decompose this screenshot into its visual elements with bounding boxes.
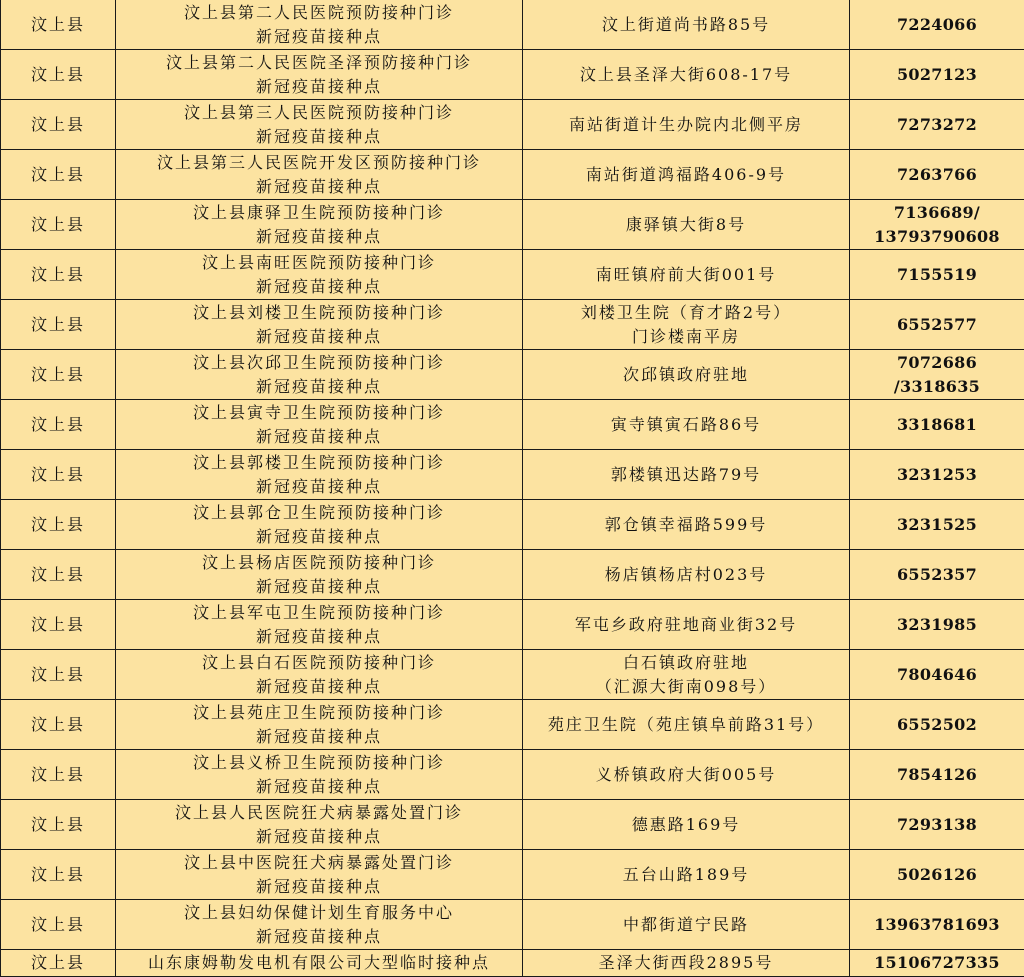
site-name-cell <box>116 100 523 150</box>
address-cell-line: 中都街道宁民路 <box>525 913 847 937</box>
address-cell <box>523 250 850 300</box>
address-cell <box>523 300 850 350</box>
address-cell-line: 军屯乡政府驻地商业街32号 <box>525 613 847 637</box>
phone-cell-line: 5026126 <box>852 863 1022 887</box>
site-name-cell <box>116 550 523 600</box>
site-name-cell-line: 新冠疫苗接种点 <box>118 725 520 749</box>
address-cell <box>523 650 850 700</box>
site-name-cell-line: 汶上县人民医院狂犬病暴露处置门诊 <box>118 801 520 825</box>
table-row <box>1 650 1024 700</box>
phone-cell <box>850 550 1024 600</box>
site-name-cell-line: 汶上县刘楼卫生院预防接种门诊 <box>118 301 520 325</box>
phone-cell-line: /3318635 <box>852 375 1022 399</box>
address-cell-line: 圣泽大街西段2895号 <box>525 950 847 976</box>
county-cell: 汶上县 <box>1 900 116 950</box>
county-cell: 汶上县 <box>1 250 116 300</box>
phone-cell <box>850 700 1024 750</box>
phone-cell <box>850 400 1024 450</box>
county-cell: 汶上县 <box>1 850 116 900</box>
site-name-cell-line: 汶上县第三人民医院开发区预防接种门诊 <box>118 151 520 175</box>
table-row <box>1 50 1024 100</box>
site-name-cell-line: 新冠疫苗接种点 <box>118 925 520 949</box>
address-cell-line: 德惠路169号 <box>525 813 847 837</box>
site-name-cell <box>116 950 523 977</box>
address-cell <box>523 0 850 50</box>
site-name-cell-line: 汶上县中医院狂犬病暴露处置门诊 <box>118 851 520 875</box>
site-name-cell-line: 汶上县妇幼保健计划生育服务中心 <box>118 901 520 925</box>
site-name-cell-line: 新冠疫苗接种点 <box>118 75 520 99</box>
site-name-cell-line: 汶上县军屯卫生院预防接种门诊 <box>118 601 520 625</box>
site-name-cell-line: 汶上县郭仓卫生院预防接种门诊 <box>118 501 520 525</box>
table-row <box>1 350 1024 400</box>
phone-cell <box>850 800 1024 850</box>
phone-cell-line: 6552502 <box>852 713 1022 737</box>
phone-cell-line: 7293138 <box>852 813 1022 837</box>
phone-cell-line: 3231525 <box>852 513 1022 537</box>
address-cell-line: 康驿镇大街8号 <box>525 213 847 237</box>
address-cell-line: 郭楼镇迅达路79号 <box>525 463 847 487</box>
site-name-cell <box>116 850 523 900</box>
site-name-cell-line: 新冠疫苗接种点 <box>118 275 520 299</box>
phone-cell <box>850 100 1024 150</box>
phone-cell-line: 6552577 <box>852 313 1022 337</box>
county-cell: 汶上县 <box>1 800 116 850</box>
site-name-cell <box>116 500 523 550</box>
address-cell <box>523 400 850 450</box>
address-cell <box>523 700 850 750</box>
phone-cell <box>850 750 1024 800</box>
phone-cell <box>850 150 1024 200</box>
site-name-cell-line: 汶上县南旺医院预防接种门诊 <box>118 251 520 275</box>
county-cell: 汶上县 <box>1 300 116 350</box>
table-row <box>1 900 1024 950</box>
county-cell: 汶上县 <box>1 450 116 500</box>
site-name-cell-line: 新冠疫苗接种点 <box>118 475 520 499</box>
site-name-cell <box>116 250 523 300</box>
address-cell <box>523 750 850 800</box>
site-name-cell-line: 新冠疫苗接种点 <box>118 775 520 799</box>
address-cell <box>523 350 850 400</box>
site-name-cell <box>116 400 523 450</box>
site-name-cell-line: 新冠疫苗接种点 <box>118 125 520 149</box>
county-cell: 汶上县 <box>1 0 116 50</box>
table-row <box>1 500 1024 550</box>
phone-cell-line: 15106727335 <box>852 950 1022 976</box>
table-row <box>1 150 1024 200</box>
site-name-cell-line: 汶上县义桥卫生院预防接种门诊 <box>118 751 520 775</box>
table-row <box>1 250 1024 300</box>
county-cell: 汶上县 <box>1 600 116 650</box>
phone-cell <box>850 450 1024 500</box>
site-name-cell-line: 汶上县第二人民医院预防接种门诊 <box>118 1 520 25</box>
table-row <box>1 850 1024 900</box>
phone-cell <box>850 650 1024 700</box>
phone-cell-line: 7224066 <box>852 13 1022 37</box>
county-cell: 汶上县 <box>1 650 116 700</box>
county-cell: 汶上县 <box>1 150 116 200</box>
site-name-cell-line: 汶上县第三人民医院预防接种门诊 <box>118 101 520 125</box>
address-cell <box>523 200 850 250</box>
county-cell: 汶上县 <box>1 550 116 600</box>
phone-cell <box>850 900 1024 950</box>
address-cell <box>523 950 850 977</box>
phone-cell-line: 7854126 <box>852 763 1022 787</box>
phone-cell-line: 5027123 <box>852 63 1022 87</box>
address-cell <box>523 900 850 950</box>
county-cell: 汶上县 <box>1 400 116 450</box>
address-cell <box>523 550 850 600</box>
site-name-cell <box>116 650 523 700</box>
site-name-cell-line: 山东康姆勒发电机有限公司大型临时接种点 <box>118 950 520 976</box>
phone-cell <box>850 500 1024 550</box>
address-cell-line: 门诊楼南平房 <box>525 325 847 349</box>
county-cell: 汶上县 <box>1 200 116 250</box>
table-row <box>1 600 1024 650</box>
address-cell-line: 苑庄卫生院（苑庄镇阜前路31号） <box>525 713 847 737</box>
phone-cell <box>850 50 1024 100</box>
site-name-cell-line: 汶上县寅寺卫生院预防接种门诊 <box>118 401 520 425</box>
table-row <box>1 550 1024 600</box>
site-name-cell <box>116 300 523 350</box>
county-cell: 汶上县 <box>1 950 116 977</box>
site-name-cell <box>116 450 523 500</box>
address-cell-line: 郭仓镇幸福路599号 <box>525 513 847 537</box>
address-cell-line: 汶上街道尚书路85号 <box>525 13 847 37</box>
table-row <box>1 950 1024 977</box>
site-name-cell-line: 汶上县康驿卫生院预防接种门诊 <box>118 201 520 225</box>
site-name-cell-line: 汶上县次邱卫生院预防接种门诊 <box>118 351 520 375</box>
address-cell-line: 白石镇政府驻地 <box>525 651 847 675</box>
phone-cell-line: 7136689/ <box>852 201 1022 225</box>
address-cell-line: 南站街道鸿福路406-9号 <box>525 163 847 187</box>
phone-cell <box>850 250 1024 300</box>
address-cell <box>523 450 850 500</box>
site-name-cell-line: 新冠疫苗接种点 <box>118 25 520 49</box>
address-cell <box>523 150 850 200</box>
site-name-cell-line: 新冠疫苗接种点 <box>118 575 520 599</box>
address-cell-line: 南旺镇府前大街001号 <box>525 263 847 287</box>
site-name-cell <box>116 350 523 400</box>
phone-cell-line: 7155519 <box>852 263 1022 287</box>
phone-cell-line: 7072686 <box>852 351 1022 375</box>
address-cell-line: 汶上县圣泽大街608-17号 <box>525 63 847 87</box>
phone-cell <box>850 850 1024 900</box>
address-cell <box>523 600 850 650</box>
phone-cell-line: 3231985 <box>852 613 1022 637</box>
site-name-cell-line: 汶上县第二人民医院圣泽预防接种门诊 <box>118 51 520 75</box>
site-name-cell-line: 新冠疫苗接种点 <box>118 425 520 449</box>
address-cell <box>523 800 850 850</box>
phone-cell <box>850 300 1024 350</box>
site-name-cell <box>116 50 523 100</box>
phone-cell-line: 6552357 <box>852 563 1022 587</box>
table-row <box>1 450 1024 500</box>
county-cell: 汶上县 <box>1 100 116 150</box>
address-cell <box>523 850 850 900</box>
phone-cell <box>850 950 1024 977</box>
table-row <box>1 0 1024 50</box>
phone-cell-line: 13793790608 <box>852 225 1022 249</box>
site-name-cell-line: 汶上县白石医院预防接种门诊 <box>118 651 520 675</box>
address-cell <box>523 50 850 100</box>
phone-cell <box>850 350 1024 400</box>
address-cell-line: 杨店镇杨店村023号 <box>525 563 847 587</box>
county-cell: 汶上县 <box>1 700 116 750</box>
table-row <box>1 400 1024 450</box>
address-cell <box>523 500 850 550</box>
site-name-cell-line: 新冠疫苗接种点 <box>118 525 520 549</box>
address-cell-line: 次邱镇政府驻地 <box>525 363 847 387</box>
address-cell-line: 寅寺镇寅石路86号 <box>525 413 847 437</box>
site-name-cell-line: 新冠疫苗接种点 <box>118 875 520 899</box>
address-cell <box>523 100 850 150</box>
county-cell: 汶上县 <box>1 350 116 400</box>
address-cell-line: 义桥镇政府大街005号 <box>525 763 847 787</box>
phone-cell <box>850 0 1024 50</box>
county-cell: 汶上县 <box>1 500 116 550</box>
site-name-cell-line: 新冠疫苗接种点 <box>118 175 520 199</box>
address-cell-line: 刘楼卫生院（育才路2号） <box>525 301 847 325</box>
table-row <box>1 300 1024 350</box>
site-name-cell-line: 新冠疫苗接种点 <box>118 375 520 399</box>
phone-cell-line: 3318681 <box>852 413 1022 437</box>
site-name-cell <box>116 750 523 800</box>
site-name-cell-line: 新冠疫苗接种点 <box>118 325 520 349</box>
site-name-cell <box>116 0 523 50</box>
table-row <box>1 800 1024 850</box>
phone-cell-line: 7273272 <box>852 113 1022 137</box>
site-name-cell-line: 新冠疫苗接种点 <box>118 625 520 649</box>
site-name-cell <box>116 150 523 200</box>
site-name-cell-line: 汶上县苑庄卫生院预防接种门诊 <box>118 701 520 725</box>
phone-cell <box>850 600 1024 650</box>
address-cell-line: 五台山路189号 <box>525 863 847 887</box>
site-name-cell <box>116 200 523 250</box>
site-name-cell <box>116 600 523 650</box>
site-name-cell-line: 新冠疫苗接种点 <box>118 825 520 849</box>
phone-cell-line: 7804646 <box>852 663 1022 687</box>
county-cell: 汶上县 <box>1 50 116 100</box>
table-row <box>1 750 1024 800</box>
phone-cell <box>850 200 1024 250</box>
table-row <box>1 200 1024 250</box>
phone-cell-line: 3231253 <box>852 463 1022 487</box>
address-cell-line: （汇源大街南098号） <box>525 675 847 699</box>
site-name-cell-line: 新冠疫苗接种点 <box>118 675 520 699</box>
site-name-cell <box>116 900 523 950</box>
county-cell: 汶上县 <box>1 750 116 800</box>
site-name-cell-line: 新冠疫苗接种点 <box>118 225 520 249</box>
phone-cell-line: 7263766 <box>852 163 1022 187</box>
site-name-cell <box>116 700 523 750</box>
table-body <box>1 0 1024 977</box>
site-name-cell <box>116 800 523 850</box>
site-name-cell-line: 汶上县杨店医院预防接种门诊 <box>118 551 520 575</box>
site-name-cell-line: 汶上县郭楼卫生院预防接种门诊 <box>118 451 520 475</box>
table-row <box>1 100 1024 150</box>
table-row <box>1 700 1024 750</box>
phone-cell-line: 13963781693 <box>852 913 1022 937</box>
address-cell-line: 南站街道计生办院内北侧平房 <box>525 113 847 137</box>
